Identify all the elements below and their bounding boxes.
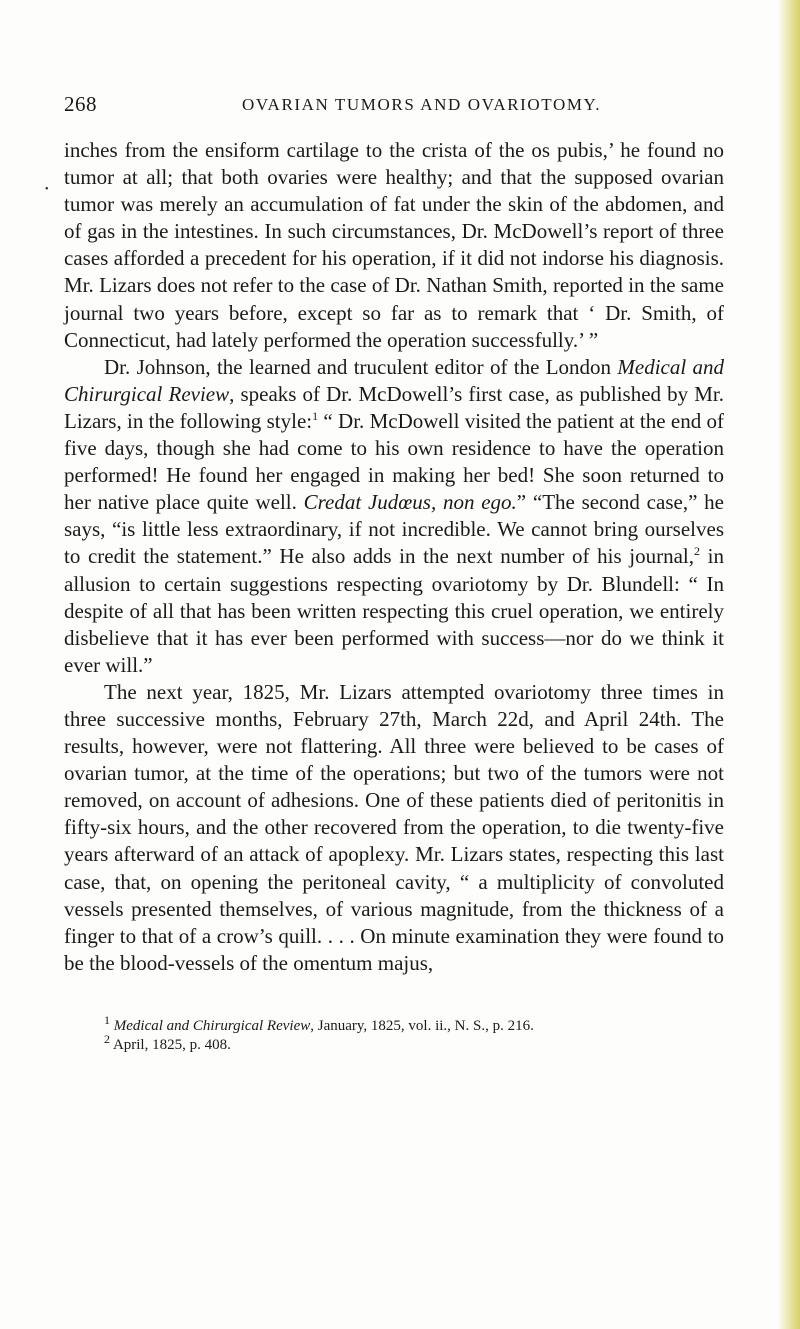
footnote-journal-title: Medical and Chirurgical Review: [113, 1018, 311, 1034]
paragraph-3: The next year, 1825, Mr. Lizars attempted ovariotomy three times in three successive months, February 27th, March 22d, and April 24th. The results, however, were not flattering. All three were believed to be cases of ovarian tumor, at the time of the operations; but two of the tumors were not removed, on account of adhesions. One of these patients died of peritonitis in fifty-six hours, and the other recovered from the operation, to die twenty-five years afterward of an attack of apoplexy. Mr. Lizars states, respecting this last case, that, on opening the peritoneal cavity, “ a multiplicity of convoluted vessels presented themselves, of various magnitude, from the thickness of a finger to that of a crow’s quill. . . . On minute examination they were found to be the blood-vessels of the omentum majus,: [64, 679, 724, 975]
footnote-text: April, 1825, p. 408.: [112, 1037, 231, 1053]
page-header: [64, 92, 724, 118]
paragraph-2-text-c: “ Dr. McDowell visited the patient at the end of five days, though she had come to his own residence to have the operation performed! He found her engaged in making her bed! She soon returned to her native place quite well.: [64, 408, 724, 515]
paragraph-2-text-b: , speaks of Dr. McDowell’s first case, as published by Mr. Lizars, in the following style:: [64, 381, 724, 433]
footnote-2: [64, 1032, 724, 1055]
paragraph-2: [64, 354, 724, 679]
paragraph-2-text-d: ” “The second case,” he says, “is little less extraordinary, if not incredible. We cannot bring ourselves to credit the statement.” He also adds in the next number of his journal,: [64, 490, 724, 569]
page-edge-shading: [778, 0, 800, 1329]
footnote-ref-1: 1: [312, 408, 319, 423]
footnote-text: , January, 1825, vol. ii., N. S., p. 216.: [310, 1018, 534, 1034]
journal-title: Medical and Chirurgical Review: [64, 354, 724, 406]
footnote-marker: 2: [104, 1032, 110, 1046]
footnote-1: [64, 1013, 724, 1036]
latin-phrase: Credat Judœus, non ego.: [303, 490, 517, 515]
paragraph-1: inches from the ensiform cartilage to the crista of the os pubis,’ he found no tumor at all; that both ovaries were healthy; and that the supposed ovarian tumor was merely an accumulation of fat under the skin of the abdomen, and of gas in the intestines. In such circumstances, Dr. McDowell’s report of three cases afforded a precedent for his operation, if it did not indorse his diagnosis. Mr. Lizars does not refer to the case of Dr. Nathan Smith, reported in the same journal two years before, except so far as to remark that ‘ Dr. Smith, of Connecticut, had lately performed the operation successfully.’ ”: [64, 138, 724, 352]
stray-mark: •: [45, 184, 49, 195]
footnote-marker: 1: [104, 1013, 110, 1027]
body-text: [64, 137, 724, 977]
running-head: OVARIAN TUMORS AND OVARIOTOMY.: [242, 95, 602, 114]
paragraph-2-text-e: in allusion to certain suggestions respecting ovariotomy by Dr. Blundell: “ In despite of all that has been written respecting this cruel operation, we entirely disbelieve that it has ever been performed with success—nor do we think it ever will.”: [64, 544, 724, 677]
paragraph-2-text-a: Dr. Johnson, the learned and truculent editor of the London: [104, 354, 618, 379]
footnote-ref-2: 2: [694, 544, 701, 559]
page-number: 268: [64, 92, 97, 116]
footnotes: [64, 1013, 724, 1055]
